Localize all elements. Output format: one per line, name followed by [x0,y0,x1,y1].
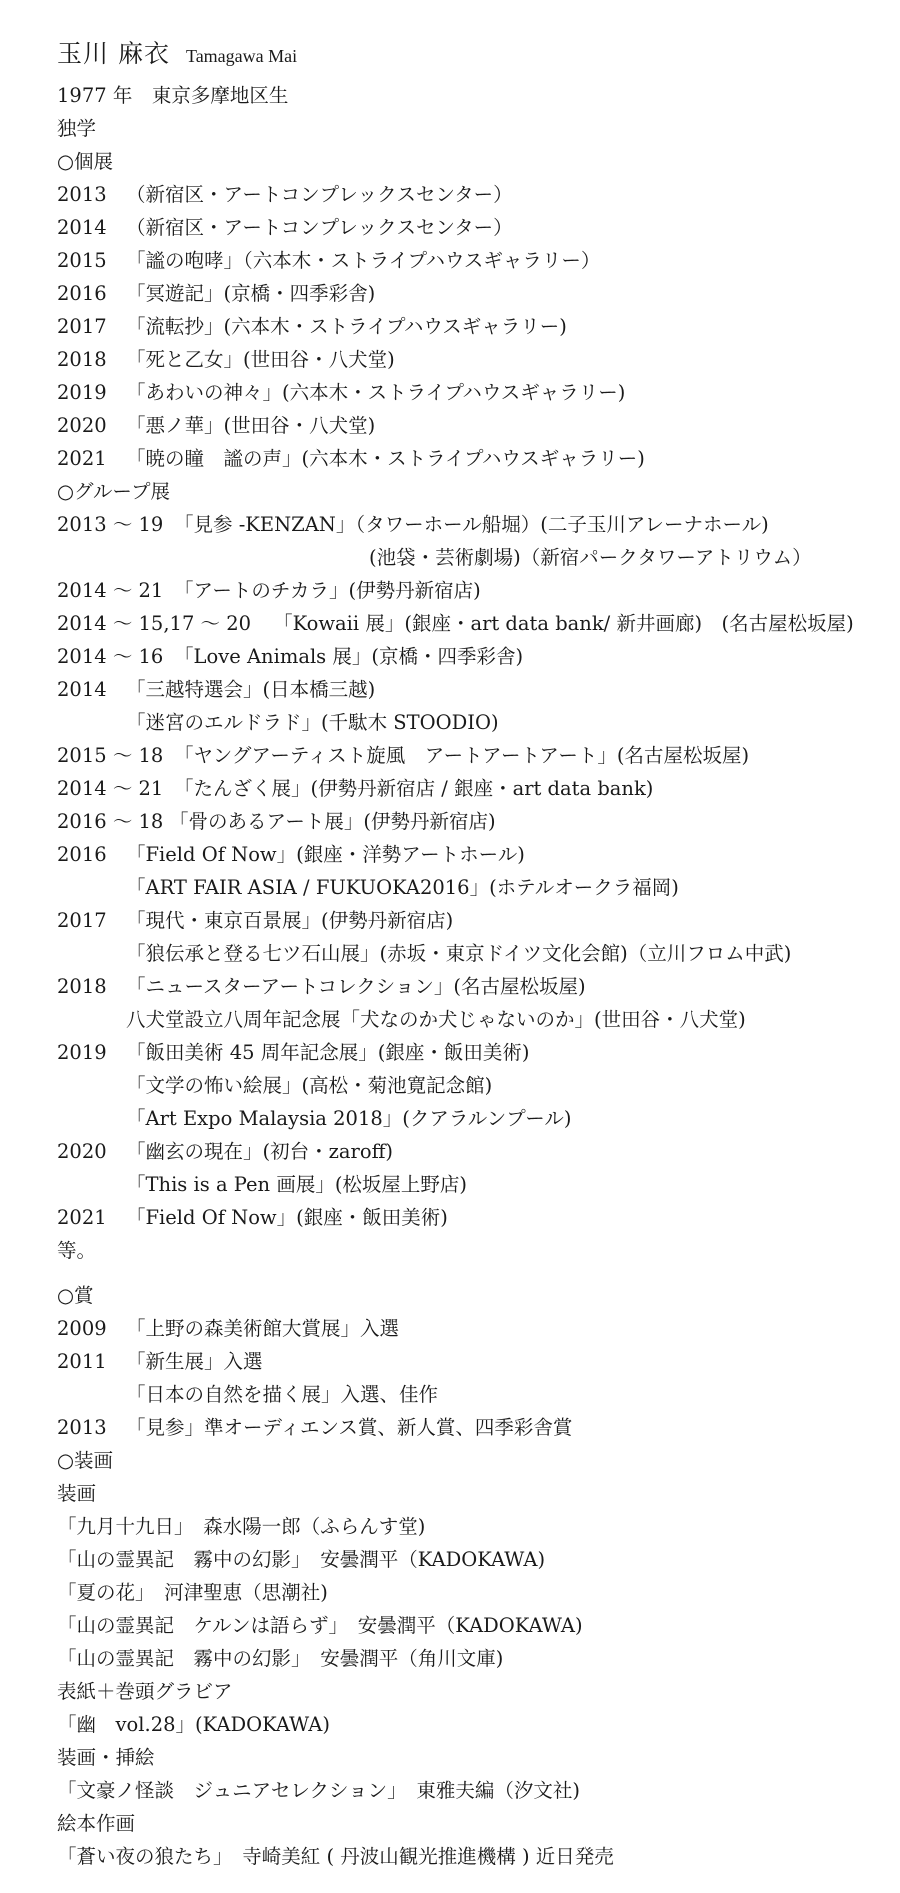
group-etc: 等。 [57,1239,97,1262]
book-item: 「山の霊異記 ケルンは語らず」 安曇潤平（KADOKAWA) [57,1614,583,1637]
entry-text: 「アートのチカラ」(伊勢丹新宿店) [174,579,481,602]
entry-text: 「日本の自然を描く展」入選、佳作 [126,1383,439,1406]
solo-item [57,442,900,475]
group-item [57,1201,900,1234]
entry-text: 「Field Of Now」(銀座・洋勢アートホール) [126,843,525,866]
solo-item [57,244,900,277]
year: 2020 [57,1140,107,1163]
entry-text: 「ART FAIR ASIA / FUKUOKA2016」(ホテルオークラ福岡) [126,876,679,899]
year: 2016 〜 18 [57,810,164,833]
year: 2018 [57,975,107,998]
group-item [57,508,900,541]
entry-text: 「Kowaii 展」(銀座・art data bank/ 新井画廊) (名古屋松坂屋) [273,612,854,635]
solo-item [57,211,900,244]
books-subheading: 絵本作画 [57,1812,136,1835]
books-subheading: 表紙＋巻頭グラビア [57,1680,233,1703]
entry-text: 「上野の森美術館大賞展」入選 [126,1317,400,1340]
entry-text: 「狼伝承と登る七ツ石山展」(赤坂・東京ドイツ文化会館)（立川フロム中武) [126,942,792,965]
entry-text: 「文学の怖い絵展」(高松・菊池寛記念館) [126,1074,493,1097]
entry-text: 「現代・東京百景展」(伊勢丹新宿店) [126,909,454,932]
year: 2015 〜 18 [57,744,164,767]
group-item-continued [57,706,900,739]
entry-text: 「見参」準オーディエンス賞、新人賞、四季彩舎賞 [126,1416,573,1439]
entry-text: 「ニュースターアートコレクション」(名古屋松坂屋) [126,975,586,998]
entry-text: 「This is a Pen 画展」(松坂屋上野店) [126,1173,468,1196]
books-heading: ○装画 [57,1449,114,1472]
books-subheading: 装画・挿絵 [57,1746,155,1769]
entry-text: 「冥遊記」(京橋・四季彩舎) [126,282,376,305]
group-item [57,640,900,673]
group-item [57,607,900,640]
group-item [57,1036,900,1069]
year: 2015 [57,249,107,272]
group-item-continued [57,1069,900,1102]
group-item-continued [57,1168,900,1201]
entry-text: 「三越特選会」(日本橋三越) [126,678,376,701]
year: 2014 〜 15,17 〜 20 [57,612,252,635]
book-item: 「文豪ノ怪談 ジュニアセレクション」 東雅夫編（汐文社) [57,1779,580,1802]
entry-text: 「飯田美術 45 周年記念展」(銀座・飯田美術) [126,1041,530,1064]
year: 2014 〜 21 [57,579,164,602]
year: 2014 〜 21 [57,777,164,800]
group-item [57,739,900,772]
entry-text: 「Field Of Now」(銀座・飯田美術) [126,1206,448,1229]
year: 2021 [57,1206,107,1229]
books-subheading: 装画 [57,1482,97,1505]
group-item [57,970,900,1003]
entry-text: 「迷宮のエルドラド」(千駄木 STOODIO) [126,711,499,734]
group-item [57,574,900,607]
year: 2014 [57,216,107,239]
year: 2017 [57,315,107,338]
group-heading: ○グループ展 [57,480,170,503]
artist-name-en: Tamagawa Mai [185,46,298,66]
solo-item [57,409,900,442]
year: 2018 [57,348,107,371]
solo-item [57,310,900,343]
year: 2016 [57,282,107,305]
entry-text: 「暁の瞳 謐の声」(六本木・ストライプハウスギャラリー) [126,447,645,470]
group-item-continued [57,541,900,574]
entry-text: 「骨のあるアート展」(伊勢丹新宿店) [169,810,496,833]
entry-text: （新宿区・アートコンプレックスセンター） [126,216,513,239]
entry-text: (池袋・芸術劇場)（新宿パークタワーアトリウム） [369,546,812,569]
solo-item [57,343,900,376]
group-item [57,1135,900,1168]
book-item: 「山の霊異記 霧中の幻影」 安曇潤平（KADOKAWA) [57,1548,546,1571]
entry-text: 「ヤングアーティスト旋風 アートアートアート」(名古屋松坂屋) [174,744,750,767]
year: 2021 [57,447,107,470]
award-item [57,1411,900,1444]
group-item [57,838,900,871]
year: 2009 [57,1317,107,1340]
year: 2014 〜 16 [57,645,164,668]
awards-heading: ○賞 [57,1284,94,1307]
award-item-continued [57,1378,900,1411]
book-item: 「幽 vol.28」(KADOKAWA) [57,1713,330,1736]
solo-item [57,178,900,211]
entry-text: 「新生展」入選 [126,1350,263,1373]
artist-name-jp: 玉川 麻衣 [57,39,170,68]
solo-item [57,277,900,310]
entry-text: 「Love Animals 展」(京橋・四季彩舎) [174,645,524,668]
entry-text: 「謐の咆哮」（六本木・ストライプハウスギャラリー） [126,249,601,272]
entry-text: 「Art Expo Malaysia 2018」(クアラルンプール) [126,1107,572,1130]
entry-text: 「流転抄」(六本木・ストライプハウスギャラリー) [126,315,567,338]
entry-text: （新宿区・アートコンプレックスセンター） [126,183,513,206]
year: 2017 [57,909,107,932]
group-item [57,772,900,805]
year: 2016 [57,843,107,866]
group-item-continued [57,937,900,970]
solo-heading: ○個展 [57,150,114,173]
entry-text: 「たんざく展」(伊勢丹新宿店 / 銀座・art data bank) [174,777,654,800]
group-item [57,805,900,838]
award-item [57,1345,900,1378]
year: 2014 [57,678,107,701]
year: 2019 [57,1041,107,1064]
year: 2020 [57,414,107,437]
entry-text: 「あわいの神々」(六本木・ストライプハウスギャラリー) [126,381,626,404]
artist-header [57,34,900,72]
year: 2019 [57,381,107,404]
entry-text: 「死と乙女」(世田谷・八犬堂) [126,348,395,371]
year: 2013 〜 19 [57,513,164,536]
book-item: 「夏の花」 河津聖恵（思潮社) [57,1581,328,1604]
book-item: 「山の霊異記 霧中の幻影」 安曇潤平（角川文庫) [57,1647,504,1670]
solo-item [57,376,900,409]
group-item-continued [57,1102,900,1135]
year: 2011 [57,1350,107,1373]
entry-text: 「幽玄の現在」(初台・zaroff) [126,1140,394,1163]
entry-text: 「見参 -KENZAN」（タワーホール船堀）(二子玉川アレーナホール) [174,513,769,536]
training-line: 独学 [57,117,97,140]
award-item [57,1312,900,1345]
book-item: 「蒼い夜の狼たち」 寺崎美紅 ( 丹波山観光推進機構 ) 近日発売 [57,1845,614,1868]
entry-text: 八犬堂設立八周年記念展「犬なのか犬じゃないのか」(世田谷・八犬堂) [126,1008,746,1031]
book-item: 「九月十九日」 森水陽一郎（ふらんす堂) [57,1515,426,1538]
group-item-continued [57,871,900,904]
group-item [57,904,900,937]
group-item [57,673,900,706]
birth-line: 1977 年 東京多摩地区生 [57,84,289,107]
group-item-continued [57,1003,900,1036]
entry-text: 「悪ノ華」(世田谷・八犬堂) [126,414,376,437]
year: 2013 [57,183,107,206]
year: 2013 [57,1416,107,1439]
